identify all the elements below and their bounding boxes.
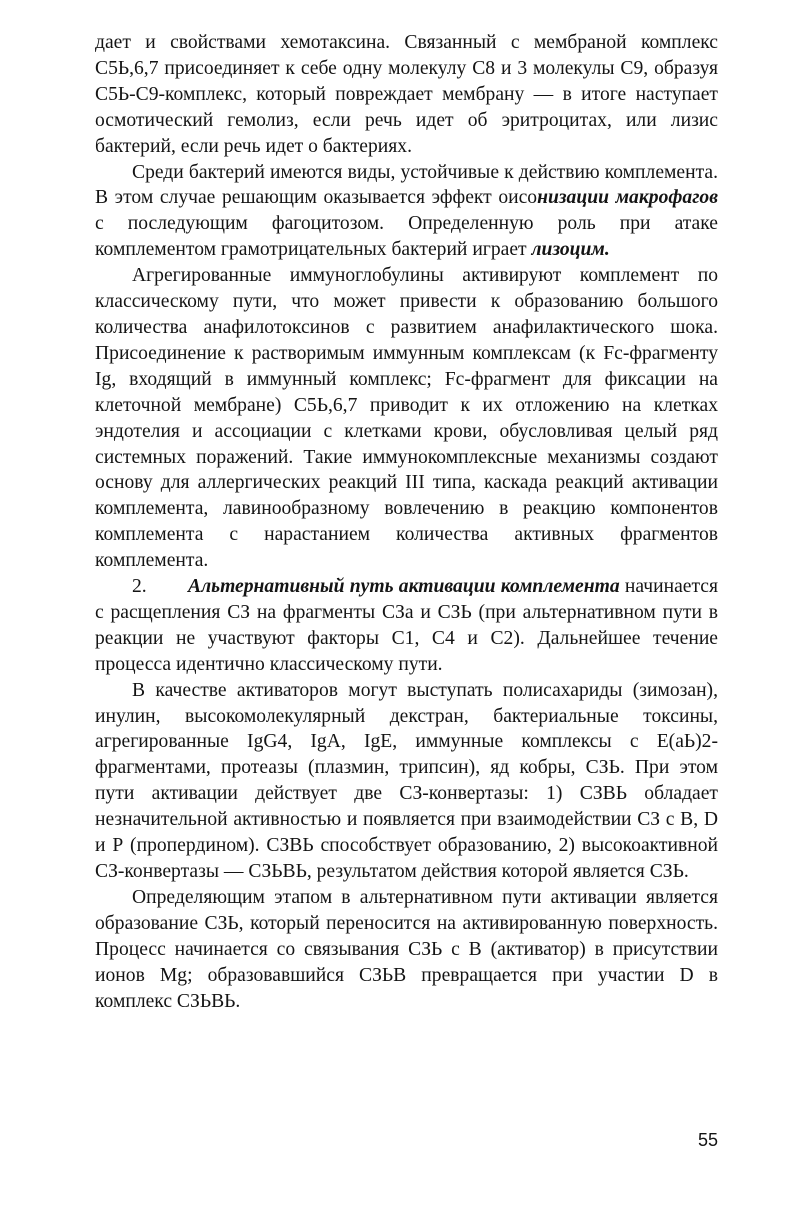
paragraph-2-text-b: с последующим фагоцитозом. Определенную роль при атаке комплементом грамотрицательных бактерий играет — [95, 213, 718, 261]
term-lysozyme: лизоцим. — [531, 239, 610, 261]
paragraph-3: Агрегированные иммуноглобулины активируют комплемент по классическому пути, что может привести к образованию большого количества анафилотоксинов с развитием анафилактического шока. Присоединение к растворимым иммунным комплексам (к Fc-фрагменту Ig, входящий в иммунный комплекс; Fc-фрагмент для фиксации на клеточной мембране) С5Ь,6,7 приводит к их отложению на клетках эндотелия и ассоциации с клетками крови, обусловливая целый ряд системных поражений. Такие иммунокомплексные механизмы создают основу для аллергических реакций III типа, каскада реакций активации комплемента, лавинообразному вовлечению в реакцию компонентов комплемента с нарастанием количества активных фрагментов комплемента. — [95, 265, 718, 572]
paragraph-2-text-a: Среди бактерий имеются виды, устойчивые к действию комплемента. В этом случае решающим оказывается эффект оисо — [95, 161, 718, 209]
paragraph-6: Определяющим этапом в альтернативном пути активации является образование СЗЬ, который переносится на активированную поверхность. Процесс начинается со связывания СЗЬ с В (активатор) в присутствии ионов Mg; образовавшийся СЗЬВ превращается при участии D в комплекс СЗЬВЬ. — [95, 886, 718, 1012]
paragraph-1: дает и свойствами хемотаксина. Связанный с мембраной комплекс С5Ь,6,7 присоединяет к себе одну молекулу С8 и 3 молекулы С9, образуя С5Ь-С9-комплекс, который повреждает мембрану — в итоге наступает осмотический гемолиз, если речь идет об эритроцитах, или лизис бактерий, если речь идет о бактериях. — [95, 32, 718, 157]
term-macrophage-opsonization: низации макрофагов — [537, 187, 718, 209]
paragraph-5: В качестве активаторов могут выступать полисахариды (зимозан), инулин, высокомолекулярный декстран, бактериальные токсины, агрегированные IgG4, IgA, IgE, иммунные комплексы с E(aЬ)2-фрагментами, протеазы (плазмин, трипсин), яд кобры, СЗЬ. При этом пути активации действует две СЗ-конвертазы: 1) СЗВЬ обладает незначительной активностью и появляется при взаимодействии СЗ с В, D и Р (пропердином). СЗВЬ способствует образованию, 2) высокоактивной СЗ-конвертазы — СЗЬВЬ, результатом действия которой является СЗЬ. — [95, 679, 718, 882]
paragraph-4-text: начинается с расщепления СЗ на фрагменты СЗа и СЗЬ (при альтернативном пути в реакции не участвуют факторы С1, С4 и С2). Дальнейшее течение процесса идентично классическому пути. — [95, 576, 719, 675]
paragraph-4 — [95, 574, 718, 678]
paragraph-2 — [95, 160, 718, 264]
section-heading-alternative-pathway: Альтернативный путь активации комплемента — [188, 576, 620, 598]
body-text — [95, 30, 718, 1014]
list-number: 2. — [132, 576, 147, 598]
page-number: 55 — [697, 1130, 718, 1150]
